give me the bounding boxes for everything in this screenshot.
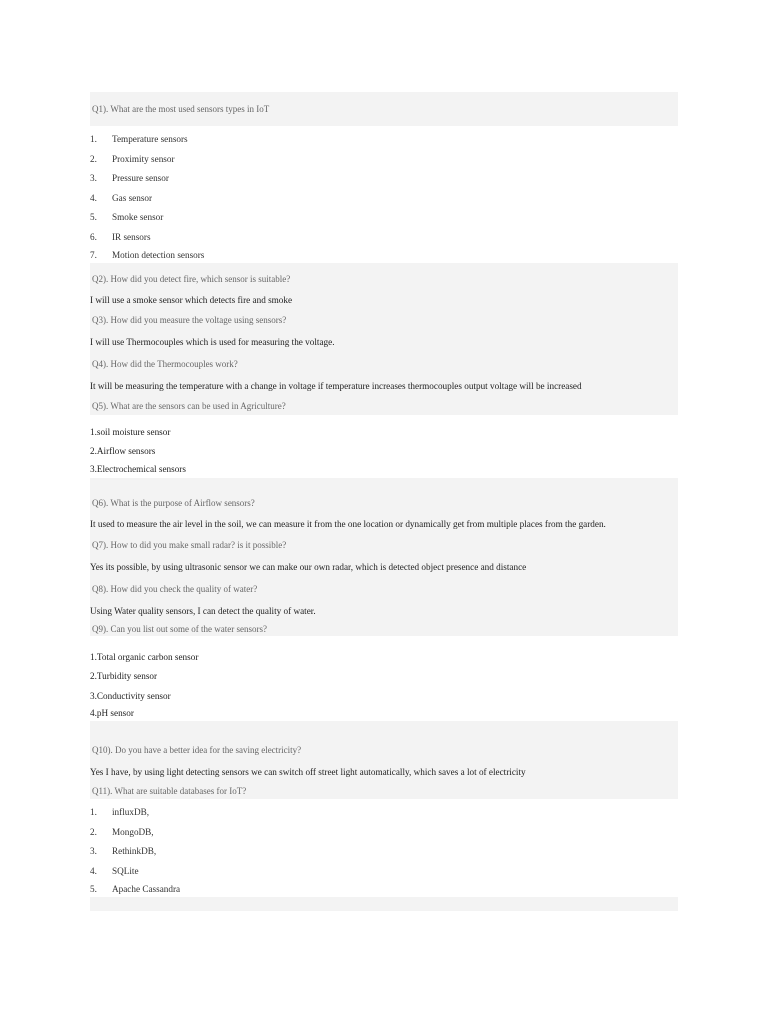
q8-answer: Using Water quality sensors, I can detect the quality of water. — [90, 605, 316, 616]
q4-question: Q4). How did the Thermocouples work? — [92, 358, 238, 369]
list-item — [90, 842, 678, 862]
list-item — [90, 169, 678, 189]
list-number: 4. — [90, 865, 97, 876]
list-text: Smoke sensor — [112, 212, 164, 223]
list-text: MongoDB, — [112, 826, 154, 837]
list-number: 3. — [90, 173, 97, 184]
q8-question: Q8). How did you check the quality of water? — [92, 583, 258, 594]
q7-answer: Yes its possible, by using ultrasonic sensor we can make our own radar, which is detected object presence and distance — [90, 561, 527, 572]
list-item: 2.Airflow sensors — [90, 446, 156, 457]
list-number: 3. — [90, 846, 97, 857]
list-item: 1.soil moisture sensor — [90, 426, 171, 437]
list-item — [90, 150, 678, 170]
list-number: 5. — [90, 212, 97, 223]
list-number: 5. — [90, 884, 97, 895]
list-number: 2. — [90, 153, 97, 164]
q2-question: Q2). How did you detect fire, which sensor is suitable? — [92, 273, 291, 284]
list-number: 1. — [90, 807, 97, 818]
document-page — [90, 92, 678, 911]
list-item: 2.Turbidity sensor — [90, 671, 158, 682]
q11-list — [90, 799, 678, 897]
q2-q5-block — [90, 263, 678, 415]
list-text: Apache Cassandra — [112, 884, 181, 895]
list-number: 7. — [90, 249, 97, 260]
q10-question: Q10). Do you have a better idea for the saving electricity? — [92, 745, 302, 756]
list-text: influxDB, — [112, 807, 150, 818]
list-text: Temperature sensors — [112, 134, 188, 144]
list-item — [90, 208, 678, 228]
q7-question: Q7). How to did you make small radar? is it possible? — [92, 539, 287, 550]
list-text: RethinkDB, — [112, 846, 157, 857]
q4-answer: It will be measuring the temperature with a change in voltage if temperature increases thermocouples output voltage will be increased — [90, 380, 582, 391]
list-item: 3.Electrochemical sensors — [90, 463, 186, 474]
list-item — [90, 228, 678, 248]
list-item — [90, 823, 678, 843]
q6-answer: It used to measure the air level in the soil, we can measure it from the one location or dynamically get from multiple places from the garden. — [90, 518, 606, 529]
list-text: SQLite — [112, 865, 139, 876]
bottom-band — [90, 897, 678, 911]
list-text: Pressure sensor — [112, 173, 169, 184]
list-number: 4. — [90, 192, 97, 203]
q1-block — [90, 92, 678, 126]
q10-answer: Yes I have, by using light detecting sensors we can switch off street light automatically, which saves a lot of electricity — [90, 767, 526, 778]
list-item — [90, 862, 678, 882]
q11-question: Q11). What are suitable databases for IoT? — [92, 786, 247, 797]
q6-q9-block — [90, 478, 678, 636]
q3-answer: I will use Thermocouples which is used for measuring the voltage. — [90, 336, 335, 347]
list-text: Motion detection sensors — [112, 249, 205, 260]
list-item: 1.Total organic carbon sensor — [90, 651, 199, 662]
list-item: 3.Conductivity sensor — [90, 690, 171, 701]
q9-question: Q9). Can you list out some of the water sensors? — [92, 623, 267, 634]
list-number: 2. — [90, 826, 97, 837]
list-item — [90, 803, 678, 823]
q5-list — [90, 415, 678, 477]
list-number: 6. — [90, 231, 97, 242]
q1-list — [90, 126, 678, 263]
q5-question: Q5). What are the sensors can be used in Agriculture? — [92, 400, 286, 411]
list-item — [90, 248, 678, 263]
list-text: Gas sensor — [112, 192, 153, 203]
list-item — [90, 189, 678, 209]
q10-q11-block — [90, 721, 678, 799]
list-text: IR sensors — [112, 231, 151, 242]
list-item: 4.pH sensor — [90, 708, 134, 719]
q2-answer: I will use a smoke sensor which detects fire and smoke — [90, 294, 293, 305]
q1-question: Q1). What are the most used sensors types in IoT — [92, 104, 270, 114]
list-item — [90, 130, 678, 150]
list-text: Proximity sensor — [112, 153, 175, 164]
q9-list — [90, 636, 678, 721]
q6-question: Q6). What is the purpose of Airflow sensors? — [92, 497, 255, 508]
list-item — [90, 881, 678, 897]
list-number: 1. — [90, 134, 97, 144]
q3-question: Q3). How did you measure the voltage using sensors? — [92, 314, 287, 325]
